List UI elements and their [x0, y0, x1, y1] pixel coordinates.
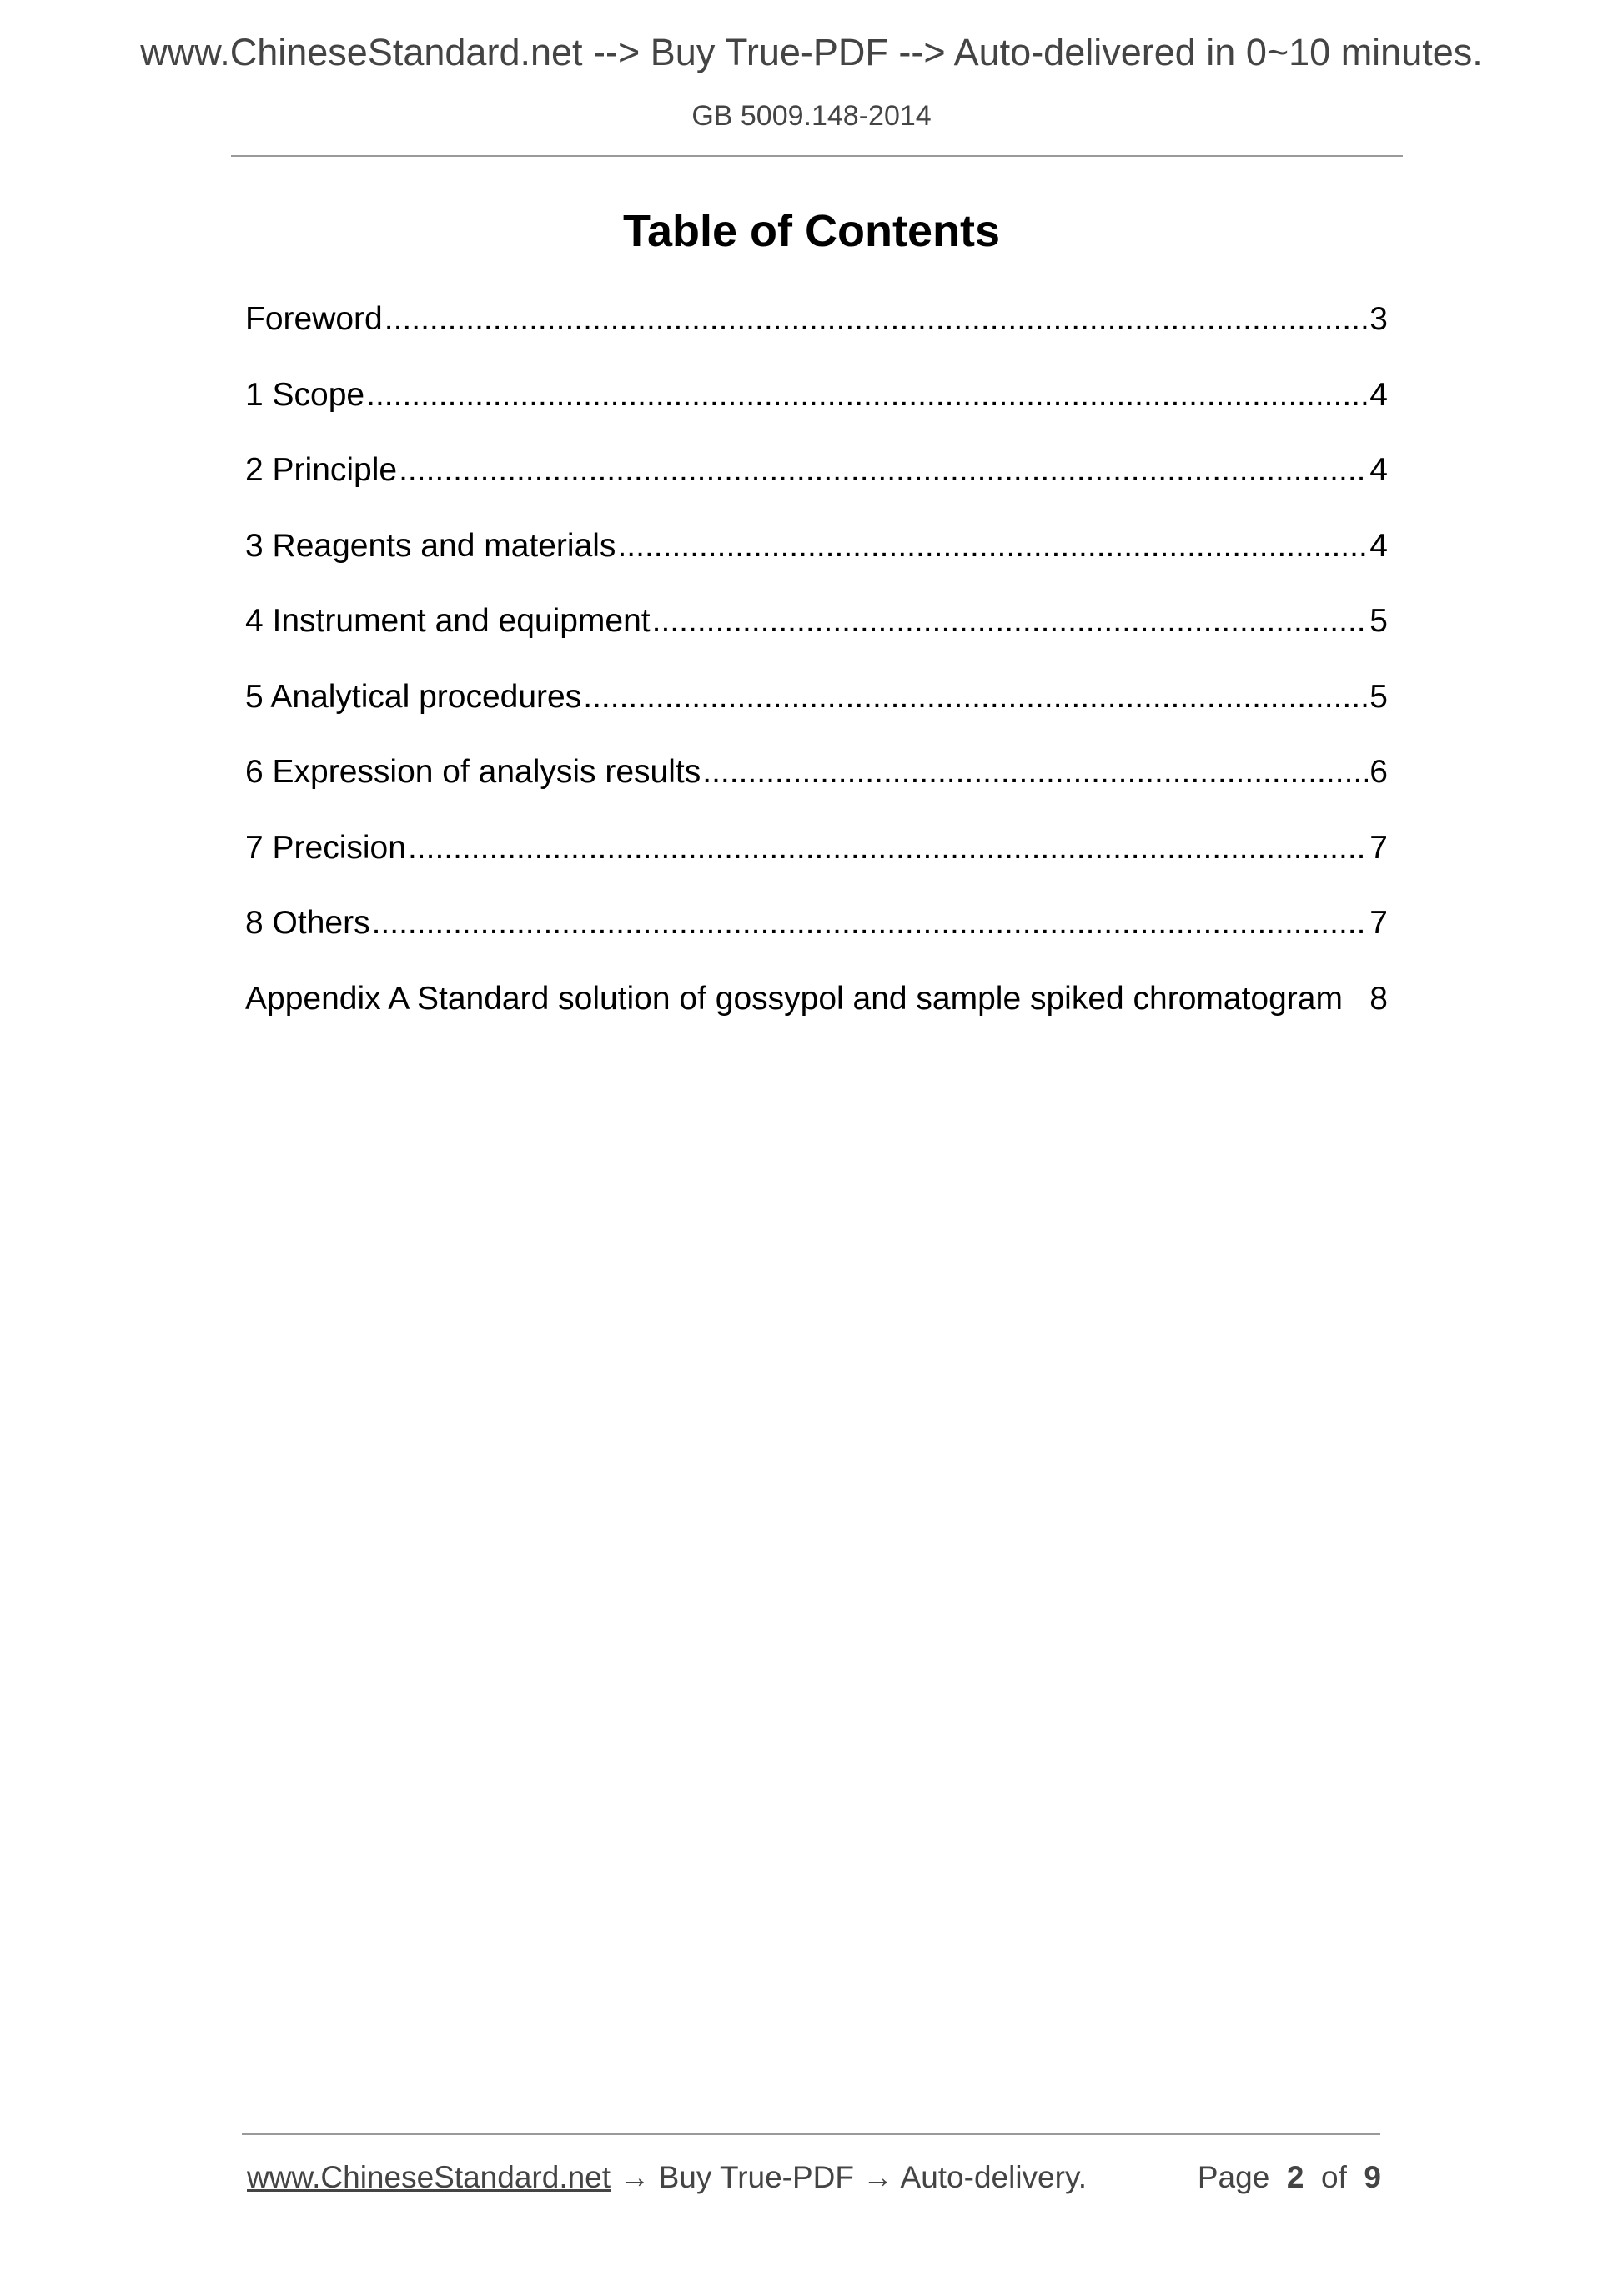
toc-entry-label: 1 Scope [245, 376, 365, 413]
toc-entry-others[interactable] [245, 904, 1388, 980]
toc-entry-label: 2 Principle [245, 452, 398, 488]
page-of-label: of [1321, 2160, 1347, 2194]
footer-divider [242, 2133, 1380, 2135]
toc-dot-leader [399, 451, 1368, 490]
toc-entry-scope[interactable] [245, 376, 1388, 452]
footer-promo-text: → Buy True-PDF → Auto-delivery. [611, 2160, 1087, 2194]
toc-entry-page: 7 [1369, 905, 1388, 941]
toc-entry-reagents[interactable] [245, 527, 1388, 603]
page-label: Page [1197, 2160, 1270, 2194]
toc-entry-label: 7 Precision [245, 829, 406, 866]
toc-entry-label: 5 Analytical procedures [245, 678, 582, 715]
toc-entry-precision[interactable] [245, 829, 1388, 905]
toc-entry-foreword[interactable] [245, 300, 1388, 376]
toc-dot-leader [702, 753, 1368, 792]
header-divider [231, 155, 1403, 157]
toc-entry-appendix-a[interactable] [245, 980, 1388, 1056]
footer-promo [247, 2162, 1087, 2193]
toc-title: Table of Contents [623, 206, 1000, 256]
page-current: 2 [1286, 2160, 1304, 2194]
toc-entry-page: 4 [1369, 452, 1388, 488]
toc-dot-leader [366, 376, 1368, 415]
toc-entry-expression[interactable] [245, 753, 1388, 829]
toc-entry-page: 4 [1369, 527, 1388, 564]
toc-dot-leader [372, 904, 1369, 943]
toc-entry-label: 3 Reagents and materials [245, 527, 616, 564]
toc-entry-page: 8 [1369, 980, 1388, 1017]
toc-entry-label: Foreword [245, 301, 383, 337]
footer-site-link[interactable]: www.ChineseStandard.net [247, 2160, 611, 2194]
toc-dot-leader [408, 829, 1368, 868]
page-footer [247, 2162, 1381, 2202]
page-total: 9 [1364, 2160, 1381, 2194]
page-number [1198, 2162, 1381, 2193]
toc-entry-label: 8 Others [245, 905, 370, 941]
header-banner: www.ChineseStandard.net --> Buy True-PDF --> Auto-delivered in 0~10 minutes. [140, 31, 1483, 73]
toc-entry-page: 6 [1369, 754, 1388, 790]
toc-dot-leader [652, 602, 1369, 641]
toc-entry-label: 4 Instrument and equipment [245, 603, 651, 639]
toc-entry-instrument[interactable] [245, 602, 1388, 678]
toc-dot-leader [384, 300, 1369, 339]
toc-entry-procedures[interactable] [245, 678, 1388, 754]
toc-entry-label: 6 Expression of analysis results [245, 754, 701, 790]
document-code: GB 5009.148-2014 [691, 100, 932, 132]
toc-entry-page: 5 [1369, 603, 1388, 639]
toc-entry-page: 7 [1369, 829, 1388, 866]
toc-entry-page: 5 [1369, 678, 1388, 715]
toc-dot-leader [617, 527, 1368, 566]
toc-entry-principle[interactable] [245, 451, 1388, 527]
toc-entry-page: 3 [1369, 301, 1388, 337]
toc-list [245, 300, 1388, 1055]
toc-entry-label: Appendix A Standard solution of gossypol and sample spiked chromatogram [245, 980, 1343, 1017]
toc-dot-leader [583, 678, 1368, 717]
toc-entry-page: 4 [1369, 376, 1388, 413]
